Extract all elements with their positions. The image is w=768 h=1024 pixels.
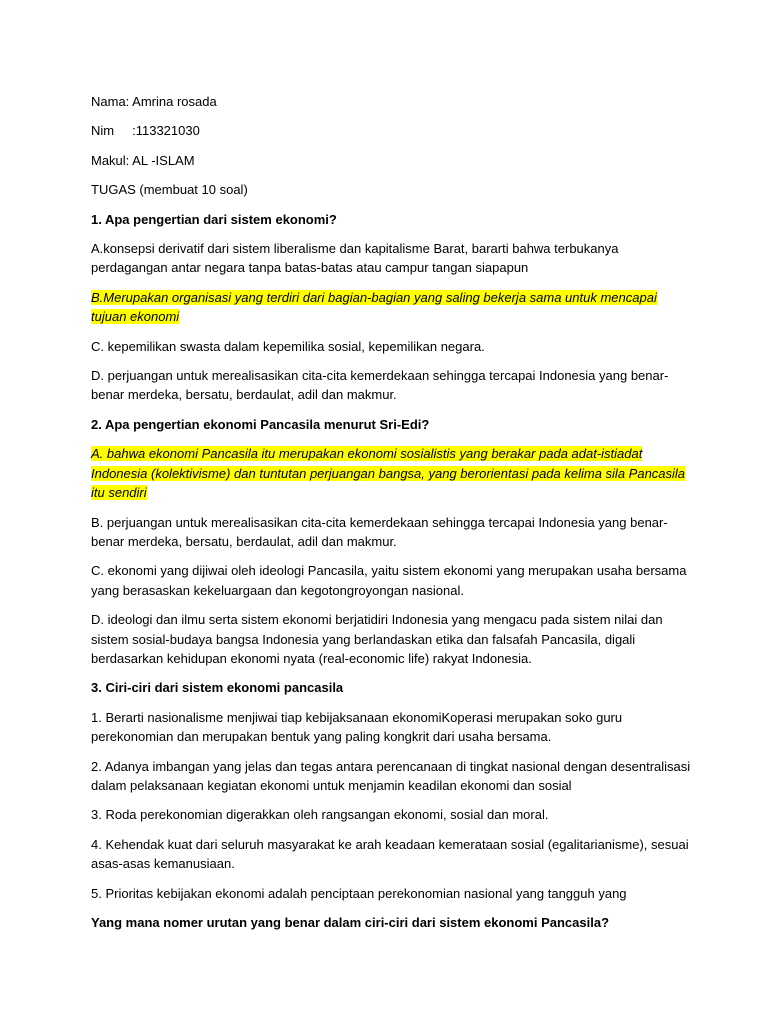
q1-answer-highlight: B.Merupakan organisasi yang terdiri dari bagian-bagian yang saling bekerja sama untuk mencapai tujuan ekonomi	[91, 289, 657, 325]
q2-option-a-answer	[91, 444, 691, 502]
q1-option-d: D. perjuangan untuk merealisasikan cita-cita kemerdekaan sehingga tercapai Indonesia yang benar-benar merdeka, bersatu, berdaulat, adil dan makmur.	[91, 368, 669, 403]
student-nim	[91, 121, 691, 140]
document-page	[91, 92, 691, 942]
q1-option-a: A.konsepsi derivatif dari sistem liberalisme dan kapitalisme Barat, bararti bahwa terbukanya perdagangan antar negara tanpa batas-batas atau campur tangan siapapun	[91, 241, 619, 276]
q3-item-1: 1. Berarti nasionalisme menjiwai tiap kebijaksanaan ekonomiKoperasi merupakan soko guru perekonomian dan merupakan bentuk yang paling kongkrit dari usaha bersama.	[91, 709, 623, 745]
student-name: Nama: Amrina rosada	[91, 94, 217, 109]
question-3: Yang mana nomer urutan yang benar dalam ciri-ciri dari sistem ekonomi Pancasila?	[91, 915, 610, 930]
course-name: Makul: AL -ISLAM	[91, 152, 195, 168]
question-3-heading: 3. Ciri-ciri dari sistem ekonomi pancasila	[91, 680, 344, 696]
q3-item-2: 2. Adanya imbangan yang jelas dan tegas antara perencanaan di tingkat nasional dengan desentralisasi dalam pelaksanaan kegiatan ekonomi untuk menjamin keadilan ekonomi dan sosial	[91, 758, 691, 793]
q3-item-5: 5. Prioritas kebijakan ekonomi adalah penciptaan perekonomian nasional yang tangguh yang	[91, 885, 627, 901]
nim-label: Nim	[91, 123, 115, 139]
q3-item-3: 3. Roda perekonomian digerakkan oleh rangsangan ekonomi, sosial dan moral.	[91, 807, 549, 823]
question-1: 1. Apa pengertian dari sistem ekonomi?	[91, 211, 337, 227]
assignment-title: TUGAS (membuat 10 soal)	[91, 182, 248, 198]
q2-option-b: B. perjuangan untuk merealisasikan cita-cita kemerdekaan sehingga tercapai Indonesia yang benar-benar merdeka, bersatu, berdaulat, adil dan makmur.	[91, 514, 668, 549]
q3-item-4: 4. Kehendak kuat dari seluruh masyarakat ke arah keadaan kemerataan sosial (egalitarianisme), sesuai asas-asas kemanusiaan.	[91, 836, 689, 872]
q2-option-c: C. ekonomi yang dijiwai oleh ideologi Pancasila, yaitu sistem ekonomi yang merupakan usaha bersama yang berasaskan kekeluargaan dan kegotongroyongan nasional.	[91, 563, 687, 598]
q1-option-b-answer	[91, 288, 691, 327]
q2-option-d: D. ideologi dan ilmu serta sistem ekonomi berjatidiri Indonesia yang mengacu pada sistem nilai dan sistem sosial-budaya bangsa Indonesia yang berlandaskan etika dan falsafah Pancasila, digali berdasarkan kehidupan ekonomi nyata (real-economic life) rakyat Indonesia.	[91, 612, 663, 666]
question-2: 2. Apa pengertian ekonomi Pancasila menurut Sri-Edi?	[91, 416, 430, 432]
q1-option-c: C. kepemilikan swasta dalam kepemilika sosial, kepemilikan negara.	[91, 338, 485, 354]
nim-value: :113321030	[132, 123, 200, 139]
q2-answer-highlight: A. bahwa ekonomi Pancasila itu merupakan ekonomi sosialistis yang berakar pada adat-istiadat Indonesia (kolektivisme) dan tuntutan perjuangan bangsa, yang berorientasi pada kelima sila Pancasila itu sendiri	[91, 446, 686, 501]
